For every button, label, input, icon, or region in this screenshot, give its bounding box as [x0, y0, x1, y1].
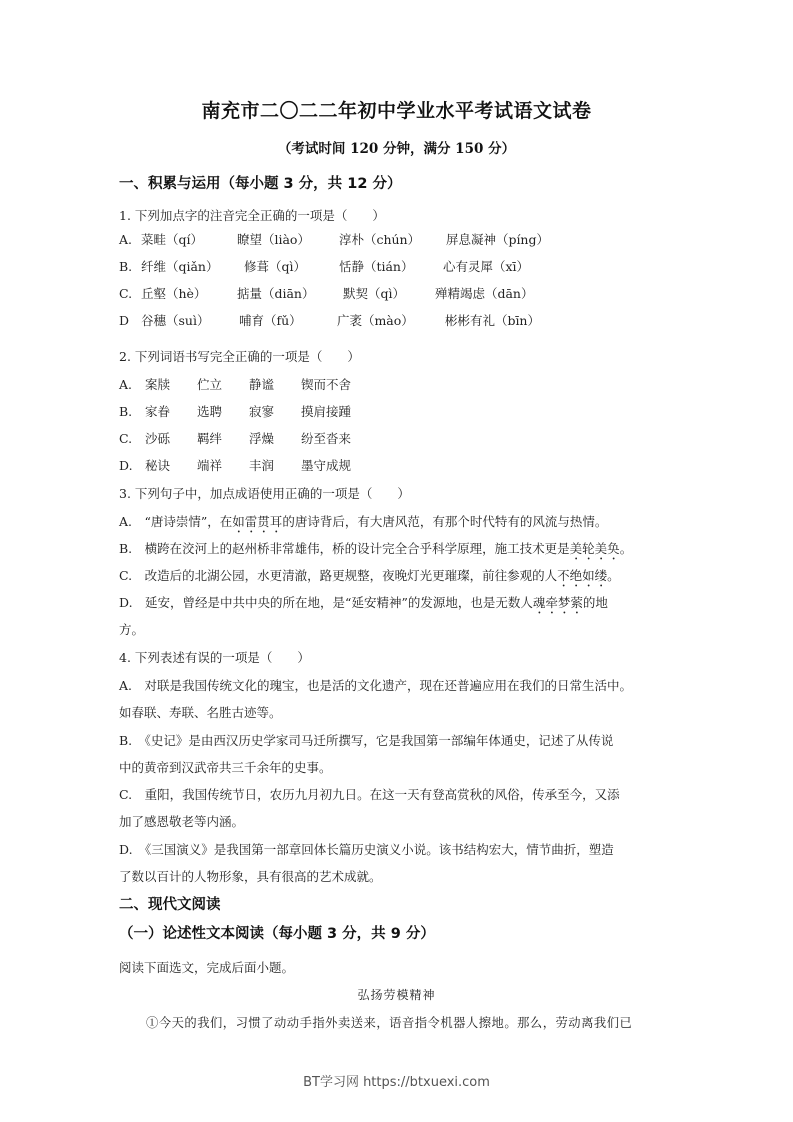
q2-option-b: B. 家眷 选聘 寂寥 摸肩接踵	[119, 404, 351, 419]
exam-title: 南充市二〇二二年初中学业水平考试语文试卷	[201, 100, 592, 122]
q4-option-d-line2: 了数以百计的人物形象，具有很高的艺术成就。	[119, 869, 382, 884]
watermark-footer: BT学习网 https://btxuexi.com	[303, 1075, 490, 1090]
section2-heading: 二、现代文阅读	[119, 897, 221, 913]
q1-option-a: A. 菜畦（qí） 瞭望（liào） 淳朴（chún） 屏息凝神（píng）	[119, 232, 549, 247]
q3-option-d-cont: 方。	[119, 622, 145, 637]
q3-option-b: B. 横跨在洨河上的赵州桥非常雄伟，桥的设计完全合乎科学原理，施工技术更是美轮美奂。	[119, 541, 633, 556]
q3-option-d: D. 延安，曾经是中共中央的所在地，是“延安精神”的发源地，也是无数人魂牵梦萦的地	[119, 595, 608, 610]
q4-option-b-line1: B. 《史记》是由西汉历史学家司马迁所撰写，它是我国第一部编年体通史，记述了从传说	[119, 733, 614, 748]
q4-option-d-line1: D. 《三国演义》是我国第一部章回体长篇历史演义小说。该书结构宏大，情节曲折，塑造	[119, 842, 614, 857]
q2-option-d: D. 秘诀 端祥 丰润 墨守成规	[119, 458, 351, 473]
exam-subtitle: （考试时间 120 分钟，满分 150 分）	[277, 141, 516, 157]
section1-heading: 一、积累与运用（每小题 3 分，共 12 分）	[119, 176, 402, 192]
q1-option-b: B. 纤维（qiǎn） 修葺（qì） 恬静（tián） 心有灵犀（xī）	[119, 259, 529, 274]
q3-option-c: C. 改造后的北湖公园，水更清澈，路更规整，夜晚灯光更璀璨，前往参观的人不绝如缕。	[119, 568, 620, 583]
q1-option-c: C. 丘壑（hè） 掂量（diān） 默契（qì） 殚精竭虑（dān）	[119, 286, 534, 301]
q3-stem: 3. 下列句子中，加点成语使用正确的一项是（ ）	[119, 486, 410, 501]
q4-stem: 4. 下列表述有误的一项是（ ）	[119, 650, 310, 665]
q2-option-c: C. 沙砾 羁绊 浮燥 纷至沓来	[119, 431, 351, 446]
q1-option-d: D 谷穗（suì） 哺育（fǔ） 广袤（mào） 彬彬有礼（bīn）	[119, 313, 540, 328]
q4-option-a-line1: A. 对联是我国传统文化的瑰宝，也是活的文化遗产，现在还普遍应用在我们的日常生活中。	[119, 678, 633, 693]
q2-stem: 2. 下列词语书写完全正确的一项是（ ）	[119, 349, 360, 364]
reading-instruction: 阅读下面选文，完成后面小题。	[119, 960, 295, 975]
q3-option-a: A. “唐诗崇情”，在如雷贯耳的唐诗背后，有大唐风范，有那个时代特有的风流与热情。	[119, 514, 608, 529]
q4-option-b-line2: 中的黄帝到汉武帝共三千余年的史事。	[119, 760, 332, 775]
q2-option-a: A. 案牍 伫立 静谧 锲而不舍	[119, 377, 351, 392]
section2-sub1-heading: （一）论述性文本阅读（每小题 3 分，共 9 分）	[119, 926, 435, 942]
q1-stem: 1. 下列加点字的注音完全正确的一项是（ ）	[119, 208, 385, 223]
q4-option-c-line1: C. 重阳，我国传统节日，农历九月初九日。在这一天有登高赏秋的风俗，传承至今，又添	[119, 787, 620, 802]
q4-option-a-line2: 如春联、寿联、名胜古迹等。	[119, 705, 282, 720]
article-title: 弘扬劳模精神	[357, 988, 436, 1002]
article-paragraph-1: ①今天的我们，习惯了动动手指外卖送来，语音指令机器人擦地。那么，劳动离我们已	[146, 1016, 633, 1030]
q4-option-c-line2: 加了感恩敬老等内涵。	[119, 814, 245, 829]
